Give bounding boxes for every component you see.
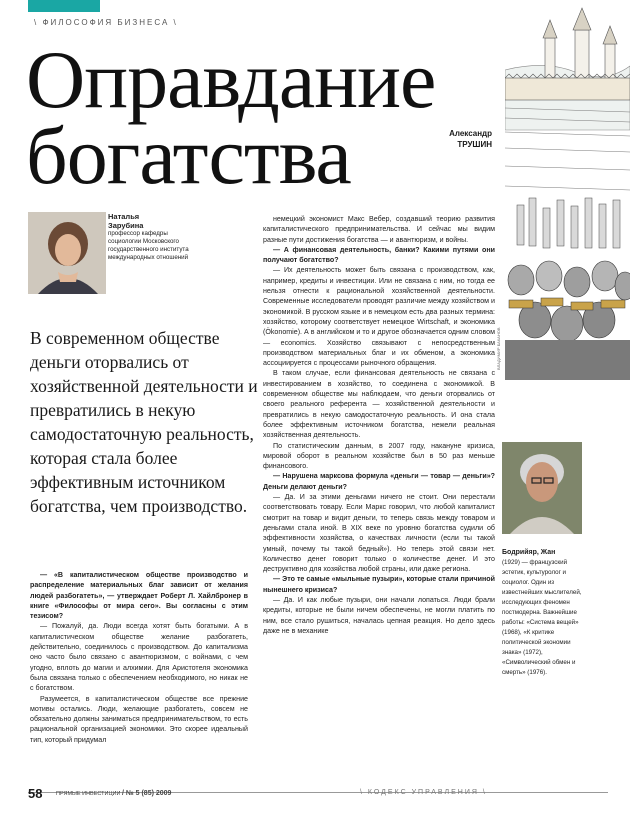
interview-paragraph: — Да. И как любые пузыри, они начали лопаться. Люди брали кредиты, которые не были ничем обеспечены, не могли платить по ним, все стало рушиться, началась цепная реакция. Но дело здесь даже не в механике [263, 595, 495, 635]
interview-question: — А финансовая деятельность, банки? Какими путями они получают богатство? [263, 245, 495, 265]
interview-question: — Это те самые «мыльные пузыри», которые стали причиной нынешнего кризиса? [263, 575, 495, 594]
interview-paragraph: В таком случае, если финансовая деятельность не связана с инвестированием в хозяйство, то соединена с экономикой. В современном обществе мы наблюдаем, что деньги оторвались от своего реального референта — хозяйственной деятельности и превратились в некую самодостаточную реальность. И она стала более эффективным источником богатства, нежели реальная хозяйственная деятельность. [263, 369, 495, 440]
title-line-1: Оправдание [26, 34, 436, 125]
magazine-name: ПРЯМЫЕ ИНВЕСТИЦИИ [56, 791, 121, 797]
interview-paragraph: — Их деятельность может быть связана с производством, как, например, кредиты и инвестиции. Или не связана с ним, но тогда ее нельзя отнести к рациональной хозяйственной деятельности. Современные исследователи проводят различие между хозяйством и экономикой. В русском языке и в немецком есть два разных термина: хозяйство, которому соответствует немецкое Wirtschaft, и экономика (Ökonomie). А в английском и то и другое обозначается одним словом — economics. Хозяйство связывают с непосредственным производством материальных благ и их обменом, а экономика ассоциируется с процессами рыночного обращения. [263, 266, 495, 368]
interview-paragraph: немецкий экономист Макс Вебер, создавший теорию развития капиталистического предпринимательства. И сейчас мы видим разные пути достижения богатства — и авантюризм, и войны. [263, 215, 495, 244]
interview-paragraph: — Да. И за этими деньгами ничего не стоит. Они перестали соответствовать товару. Если Маркс говорил, что любой капиталист смотрит на товар и видит деньги, то теперь связь между товаром и деньгами стала иной. В XIX веке по уровню богатства судили об эффективности хозяйства, о качествах личности (если ты такой умный, почему ты такой бедный»). Но теперь этой связи нет. Количество денег говорит только о количестве денег. И это деструктивно для хозяйства любой страны, или даже региона. [263, 493, 495, 574]
body-column-2 [263, 214, 495, 636]
illustration-kremlin-crowd [505, 0, 630, 380]
interview-paragraph: — Пожалуй, да. Люди всегда хотят быть богатыми. А в капиталистическом обществе желание разбогатеть, действительно, соединилось с производством. До капитализма оно часто было связано с авантюризмом, с войнами, с чем угодно, вплоть до магии и алхимии. Для Аристотеля экономика была связана только с обеспечением необходимого, но никак не с богатством. [30, 622, 248, 693]
person1-first-name: Наталья [108, 212, 140, 221]
portrait-baudrillard [502, 442, 582, 534]
interview-question: — «В капиталистическом обществе производство и распределение материальных благ зависит от желания людей разбогатеть», — утверждает Роберт Л. Хайлбронер в книге «Философы от мира сего». Вы согласны с этим тезисом? [30, 571, 248, 621]
section-color-bar [28, 0, 100, 12]
author-byline [420, 128, 492, 150]
body-column-1 [30, 570, 248, 745]
person2-name: Бодрийяр, Жан [502, 549, 556, 556]
interview-question: — Нарушена марксова формула «деньги — товар — деньги»? Деньги делают деньги? [263, 472, 495, 491]
section-label: \ ФИЛОСОФИЯ БИЗНЕСА \ [34, 18, 178, 27]
person2-caption [502, 548, 582, 678]
author-last-name: ТРУШИН [457, 140, 492, 149]
title-line-2: богатства [26, 110, 351, 201]
person1-caption [108, 212, 192, 262]
footer-rubric: \ КОДЕКС УПРАВЛЕНИЯ \ [360, 789, 487, 796]
article-title [26, 34, 496, 201]
person1-description: профессор кафедры социологии Московского государственного института международных отношений [108, 230, 189, 261]
issue-number: / № 5 (85) 2009 [122, 790, 172, 797]
interview-paragraph: Разумеется, в капиталистическом обществе все прежние мотивы остались. Люди, желающие разбогатеть, совсем не обязательно должны заниматься предпринимательством, то есть рациональной организацией экономики. Это скорее идеальный тип, который придумал [30, 694, 248, 744]
illustration-credit: ВЛАДИМИР БАКАНОВ [496, 327, 501, 370]
person1-last-name: Зарубина [108, 221, 144, 230]
author-first-name: Александр [449, 129, 492, 138]
magazine-info [56, 790, 171, 797]
interview-paragraph: По статистическим данным, в 2007 году, накануне кризиса, мировой оборот в реальном хозяйстве был в 50 раз меньше финансового. [263, 441, 495, 471]
pull-quote: В современном обществе деньги оторвались от хозяйственной деятельности и превратились в некую самодостаточную реальность, которая стала более эффективным источником богатства, чем производство. [30, 328, 258, 516]
person2-bio: (1929) — французский эстетик, культуролог и социолог. Один из известнейших мыслителей, исследующих феномен постмодерна. Важнейшие работы: «Система вещей» (1968), «К критике политической экономии знака» (1972), «Символический обмен и смерть» (1976). [502, 559, 582, 676]
portrait-zarubina [28, 212, 106, 294]
page-number: 58 [28, 786, 43, 801]
